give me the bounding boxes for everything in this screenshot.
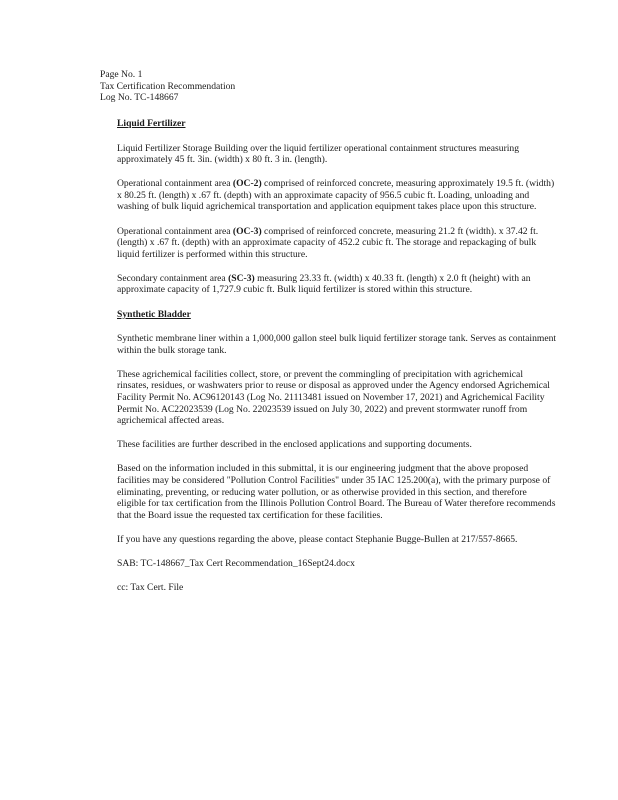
paragraph-file-reference: SAB: TC-148667_Tax Cert Recommendation_16Sept24.docx bbox=[117, 557, 355, 569]
oc3-lead: Operational containment area bbox=[117, 225, 233, 237]
page-header bbox=[100, 69, 400, 104]
paragraph-agrichemical-facilities: These agrichemical facilities collect, store, or prevent the commingling of precipitation with agrichemical rinsates, residues, or washwaters prior to reuse or disposal as approved under the Agency endorsed Agrichemical Facility Permit No. AC96120143 (Log No. 21113481 issued on November 17, 2021) and Agrichemical Facility Permit No. AC22023539 (Log No. 22023539 issued on July 30, 2022) and prevent stormwater runoff from agrichemical affected areas. bbox=[117, 368, 550, 427]
log-number: Log No. TC-148667 bbox=[100, 92, 179, 104]
oc3-code: (OC-3) bbox=[232, 225, 262, 237]
page-number: Page No. 1 bbox=[100, 69, 143, 80]
paragraph-sc3 bbox=[117, 273, 557, 296]
paragraph-contact: If you have any questions regarding the above, please contact Stephanie Bugge-Bullen at 217/557-8665. bbox=[117, 533, 518, 545]
paragraph-engineering-judgment: Based on the information included in this submittal, it is our engineering judgment that the above proposed facilities may be considered "Pollution Control Facilities" under 35 IAC 125.200(a), with the primary purpose of eliminating, preventing, or reducing water pollution, or as otherwise provided in this section, and therefore eligible for tax certification from the Illinois Pollution Control Board. The Bureau of Water therefore recommends that the Board issue the requested tax certification for these facilities. bbox=[117, 463, 556, 521]
section-title-synthetic-bladder: Synthetic Bladder bbox=[117, 308, 191, 320]
oc2-lead: Operational containment area bbox=[117, 178, 233, 190]
sc3-text: measuring 23.33 ft. (width) x 40.33 ft. (length) x 2.0 ft (height) with an approximate capacity of 1,727.9 cubic ft. Bulk liquid fertilizer is stored within this structure. bbox=[117, 272, 531, 296]
paragraph-cc: cc: Tax Cert. File bbox=[117, 582, 184, 594]
paragraph-oc2 bbox=[117, 178, 557, 213]
sc3-lead: Secondary containment area bbox=[117, 272, 229, 284]
document-body bbox=[117, 118, 557, 606]
oc2-text: comprised of reinforced concrete, measuring approximately 19.5 ft. (width) x 80.25 ft. (length) x .67 ft. (depth) with an approximate capacity of 956.5 cubic ft. Loading, unloading and washing of bulk liquid agrichemical transportation and application equipment takes place upon this structure. bbox=[117, 178, 555, 213]
oc3-text: comprised of reinforced concrete, measuring 21.2 ft (width). x 37.42 ft. (length) x .67 ft. (depth) with an approximate capacity of 452.2 cubic ft. The storage and repackaging of bulk liquid fertilizer is performed within this structure. bbox=[117, 225, 539, 260]
oc2-code: (OC-2) bbox=[232, 178, 262, 190]
paragraph-oc3 bbox=[117, 226, 557, 261]
paragraph-enclosed-documents: These facilities are further described in the enclosed applications and supporting documents. bbox=[117, 439, 472, 451]
document-title: Tax Certification Recommendation bbox=[100, 80, 236, 92]
paragraph-membrane-liner: Synthetic membrane liner within a 1,000,000 gallon steel bulk liquid fertilizer storage tank. Serves as containment within the bulk storage tank. bbox=[117, 333, 557, 356]
sc3-code: (SC-3) bbox=[228, 272, 255, 284]
paragraph-storage-building: Liquid Fertilizer Storage Building over the liquid fertilizer operational containment structures measuring approximately 45 ft. 3in. (width) x 80 ft. 3 in. (length). bbox=[117, 142, 520, 166]
section-title-liquid-fertilizer: Liquid Fertilizer bbox=[117, 118, 186, 129]
